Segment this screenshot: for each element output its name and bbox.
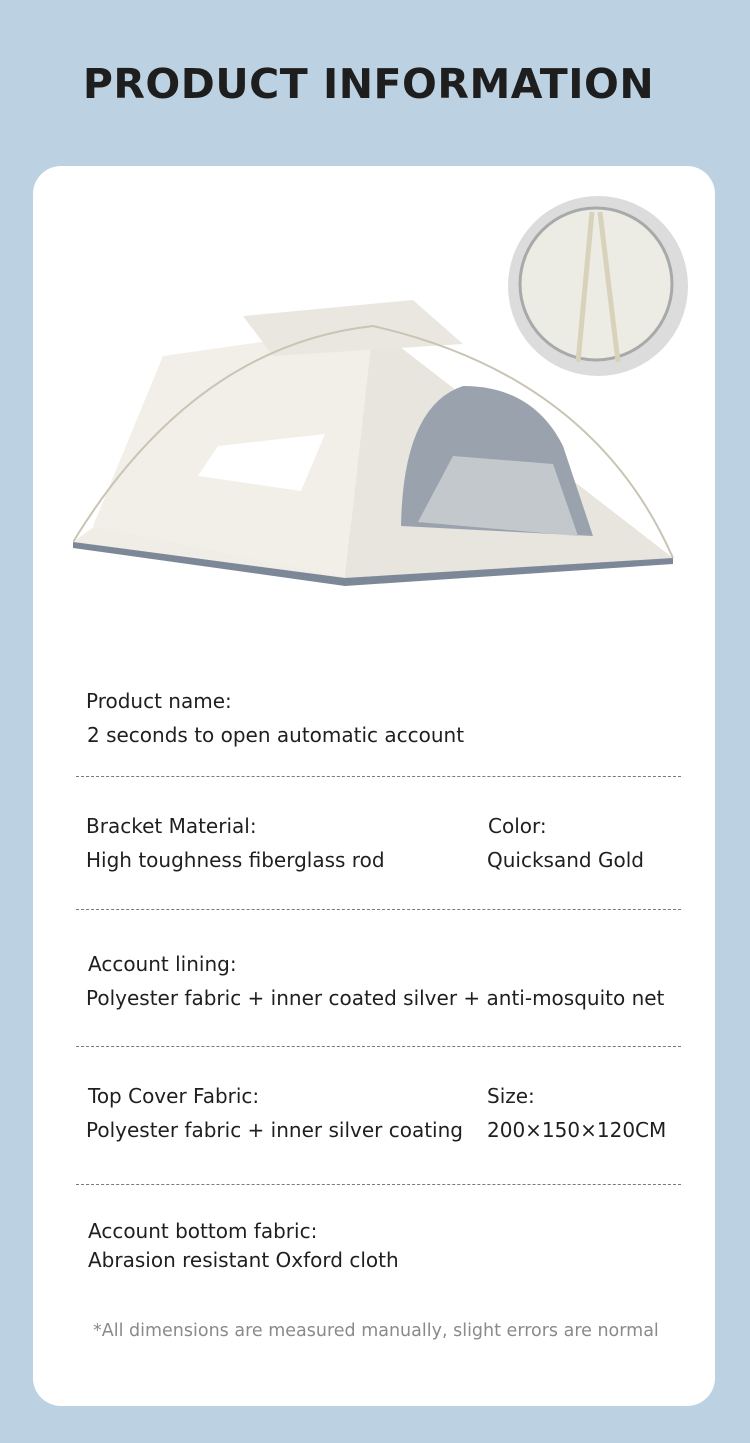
top-cover-fabric-label: Top Cover Fabric: bbox=[88, 1084, 260, 1108]
divider bbox=[76, 1184, 681, 1185]
divider bbox=[76, 776, 681, 777]
product-name-value: 2 seconds to open automatic account bbox=[87, 723, 465, 747]
product-name-label: Product name: bbox=[86, 689, 232, 713]
bracket-material-label: Bracket Material: bbox=[86, 814, 257, 838]
packed-tent-image bbox=[506, 194, 690, 378]
divider bbox=[76, 909, 681, 910]
account-lining-label: Account lining: bbox=[88, 952, 237, 976]
page-title: PRODUCT INFORMATION bbox=[82, 60, 655, 108]
color-label: Color: bbox=[488, 814, 547, 838]
divider bbox=[76, 1046, 681, 1047]
bracket-material-value: High toughness fiberglass rod bbox=[86, 848, 385, 872]
top-cover-fabric-value: Polyester fabric + inner silver coating bbox=[86, 1118, 463, 1142]
account-lining-value: Polyester fabric + inner coated silver + anti-mosquito net bbox=[86, 986, 665, 1010]
size-value: 200×150×120CM bbox=[487, 1118, 667, 1142]
bottom-fabric-value: Abrasion resistant Oxford cloth bbox=[88, 1248, 399, 1272]
measurement-note: *All dimensions are measured manually, slight errors are normal bbox=[93, 1321, 659, 1341]
bottom-fabric-label: Account bottom fabric: bbox=[88, 1219, 318, 1243]
color-value: Quicksand Gold bbox=[487, 848, 644, 872]
size-label: Size: bbox=[487, 1084, 535, 1108]
product-info-card bbox=[33, 166, 715, 1406]
